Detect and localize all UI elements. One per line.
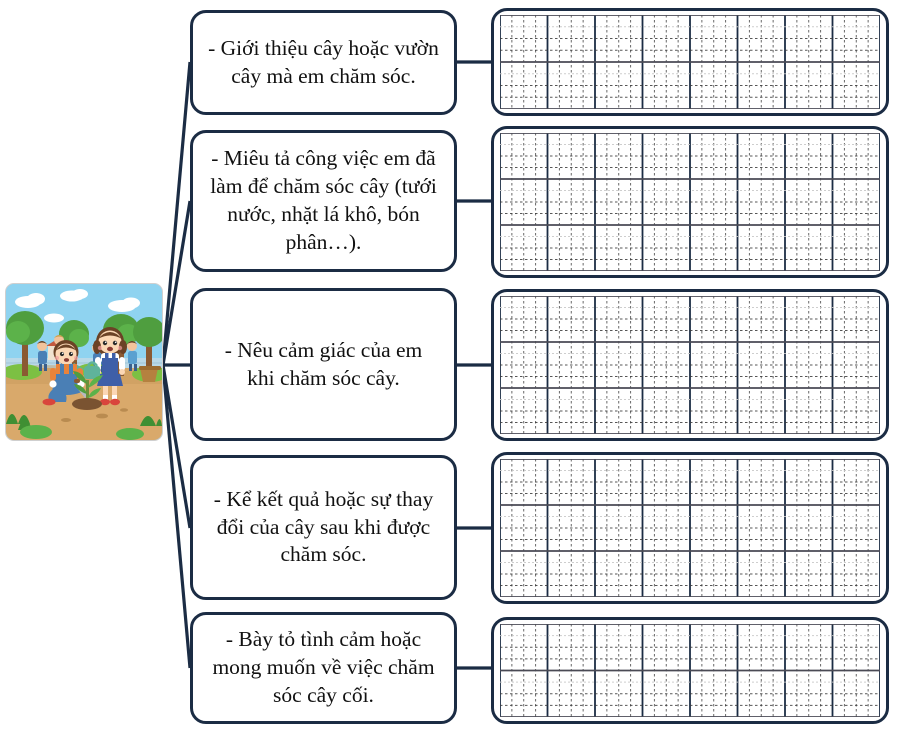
connector-image-to-branch-1 — [163, 62, 190, 365]
answer-grid-3[interactable] — [491, 289, 889, 441]
branch-label-2: - Miêu tả công việc em đã làm để chăm sóc cây (tưới nước, nhặt lá khô, bón phân…). — [210, 146, 437, 254]
grid-paper-1 — [500, 15, 880, 109]
connector-image-to-branch-4 — [163, 365, 190, 528]
grid-paper-4 — [500, 459, 880, 597]
answer-grid-4[interactable] — [491, 452, 889, 604]
grid-paper-3 — [500, 296, 880, 434]
branch-box-2[interactable] — [190, 130, 457, 272]
grid-paper-5 — [500, 624, 880, 717]
source-illustration[interactable] — [5, 283, 163, 441]
connector-image-to-branch-5 — [163, 365, 190, 668]
branch-label-5: - Bày tỏ tình cảm hoặc mong muốn về việc chăm sóc cây cối. — [212, 627, 435, 707]
branch-label-3: - Nêu cảm giác của em khi chăm sóc cây. — [224, 337, 423, 390]
grid-paper-2 — [500, 133, 880, 271]
answer-grid-5[interactable] — [491, 617, 889, 724]
branch-label-1: - Giới thiệu cây hoặc vườn cây mà em chăm sóc. — [208, 35, 439, 88]
branch-box-4[interactable] — [190, 455, 457, 600]
branch-label-4: - Kể kết quả hoặc sự thay đổi của cây sau khi được chăm sóc. — [213, 486, 434, 567]
answer-grid-2[interactable] — [491, 126, 889, 278]
branch-box-3[interactable] — [190, 288, 457, 441]
connector-image-to-branch-2 — [163, 201, 190, 365]
branch-box-5[interactable] — [190, 612, 457, 724]
answer-grid-1[interactable] — [491, 8, 889, 116]
branch-box-1[interactable] — [190, 10, 457, 115]
